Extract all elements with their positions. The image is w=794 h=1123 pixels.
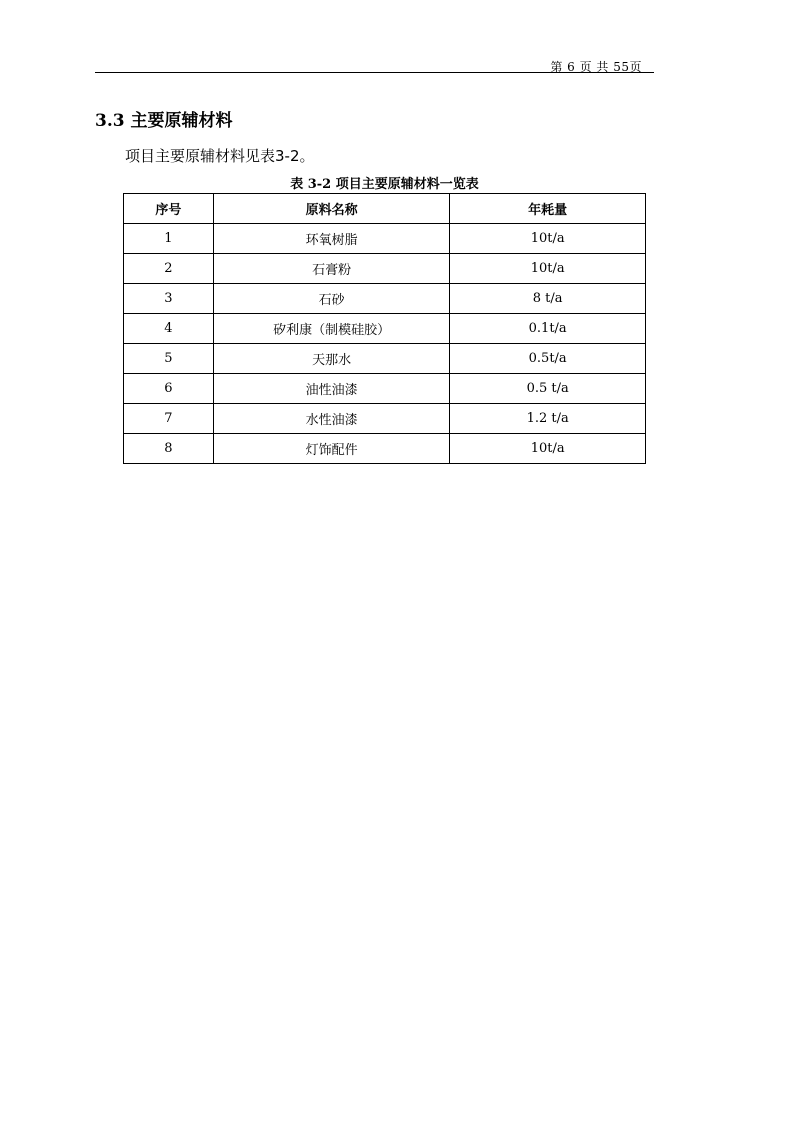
- intro-paragraph: 项目主要原辅材料见表3-2。: [125, 147, 315, 165]
- table-row: [124, 284, 646, 314]
- row-number: 1: [124, 224, 214, 254]
- table-row: [124, 254, 646, 284]
- annual-amount: 10t/a: [450, 254, 646, 284]
- page-number-header: 第 6 页 共 55页: [550, 60, 642, 74]
- material-name: 天那水: [213, 344, 450, 374]
- material-name: 油性油漆: [213, 374, 450, 404]
- material-name: 石砂: [213, 284, 450, 314]
- annual-amount: 10t/a: [450, 224, 646, 254]
- annual-amount: 10t/a: [450, 434, 646, 464]
- material-name: 矽利康（制模硅胶）: [213, 314, 450, 344]
- row-number: 8: [124, 434, 214, 464]
- row-number: 4: [124, 314, 214, 344]
- table-row: [124, 344, 646, 374]
- annual-amount: 1.2 t/a: [450, 404, 646, 434]
- column-header-amount: 年耗量: [450, 194, 646, 224]
- table-row: [124, 314, 646, 344]
- row-number: 6: [124, 374, 214, 404]
- annual-amount: 0.5t/a: [450, 344, 646, 374]
- table-row: [124, 434, 646, 464]
- materials-table: [123, 193, 646, 464]
- table-row: [124, 224, 646, 254]
- table-caption: 表 3-2 项目主要原辅材料一览表: [290, 177, 479, 192]
- material-name: 石膏粉: [213, 254, 450, 284]
- material-name: 环氧树脂: [213, 224, 450, 254]
- column-header-no: 序号: [124, 194, 214, 224]
- header-divider: [95, 72, 654, 73]
- row-number: 2: [124, 254, 214, 284]
- annual-amount: 8 t/a: [450, 284, 646, 314]
- table-row: [124, 374, 646, 404]
- table-header-row: [124, 194, 646, 224]
- row-number: 3: [124, 284, 214, 314]
- material-name: 水性油漆: [213, 404, 450, 434]
- annual-amount: 0.5 t/a: [450, 374, 646, 404]
- row-number: 7: [124, 404, 214, 434]
- table-row: [124, 404, 646, 434]
- row-number: 5: [124, 344, 214, 374]
- annual-amount: 0.1t/a: [450, 314, 646, 344]
- material-name: 灯饰配件: [213, 434, 450, 464]
- section-heading: 3.3 主要原辅材料: [95, 111, 233, 131]
- column-header-name: 原料名称: [213, 194, 450, 224]
